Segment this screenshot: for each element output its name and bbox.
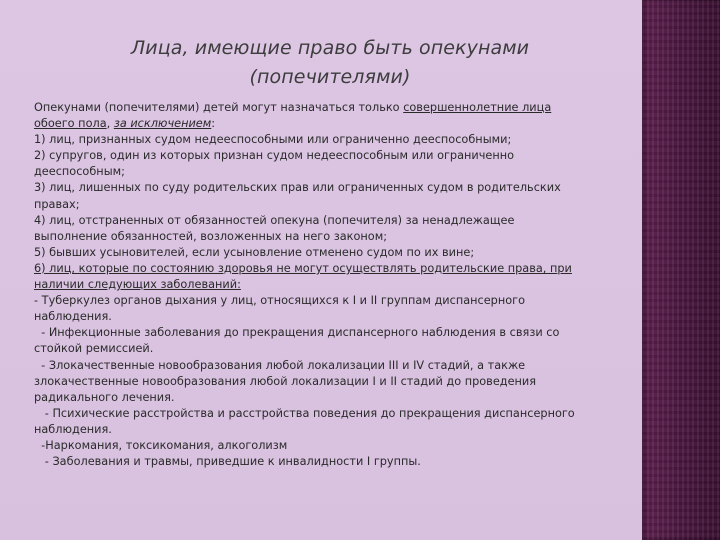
intro-line-1 <box>34 100 594 116</box>
list-line-underlined: наличии следующих заболеваний: <box>34 278 241 292</box>
slide-title <box>60 34 600 92</box>
slide-body-text <box>34 100 594 470</box>
list-line: 3) лиц, лишенных по суду родительских прав или ограниченных судом в родительских <box>34 181 561 195</box>
disease-line: злокачественные новообразования любой локализации I и II стадий до проведения <box>34 374 537 388</box>
intro-italic-exception: за исключением <box>113 117 212 131</box>
intro-line-2 <box>34 116 594 132</box>
list-line: правах; <box>34 197 80 211</box>
intro-underlined-adults: совершеннолетние лица <box>403 101 552 114</box>
intro-comma: , <box>106 117 114 131</box>
disease-line: - Заболевания и травмы, приведшие к инвалидности I группы. <box>34 455 421 469</box>
disease-line: -Наркомания, токсикомания, алкоголизм <box>34 438 288 452</box>
disease-line: - Инфекционные заболевания до прекращения диспансерного наблюдения в связи со <box>34 326 560 340</box>
list-line: 5) бывших усыновителей, если усыновление отменено судом по их вине; <box>34 245 475 259</box>
intro-text: Опекунами (попечителями) детей могут назначаться только <box>34 101 404 114</box>
disease-line: радикального лечения. <box>34 390 175 404</box>
list-line: 4) лиц, отстраненных от обязанностей опекуна (попечителя) за ненадлежащее <box>34 213 515 227</box>
intro-colon: : <box>211 117 216 131</box>
decorative-sidebar <box>642 0 720 540</box>
title-line-2: (попечителями) <box>249 66 411 88</box>
list-line-underlined: 6) лиц, которые по состоянию здоровья не могут осуществлять родительские права, при <box>34 261 572 275</box>
disease-line: - Туберкулез органов дыхания у лиц, относящихся к I и II группам диспансерного <box>34 294 525 308</box>
disease-line: - Злокачественные новообразования любой локализации III и IV стадий, а также <box>34 358 526 372</box>
disease-line: - Психические расстройства и расстройства поведения до прекращения диспансерного <box>34 406 575 420</box>
list-line: 1) лиц, признанных судом недееспособными или ограниченно дееспособными; <box>34 133 512 147</box>
disease-line: стойкой ремиссией. <box>34 342 154 356</box>
disease-line: наблюдения. <box>34 422 112 436</box>
intro-underlined-gender: обоего пола <box>34 117 107 131</box>
list-line: выполнение обязанностей, возложенных на него законом; <box>34 229 388 243</box>
list-line: дееспособным; <box>34 165 125 179</box>
disease-line: наблюдения. <box>34 310 112 324</box>
list-line: 2) супругов, один из которых признан судом недееспособным или ограниченно <box>34 149 515 163</box>
title-line-1: Лица, имеющие право быть опекунами <box>130 37 530 59</box>
